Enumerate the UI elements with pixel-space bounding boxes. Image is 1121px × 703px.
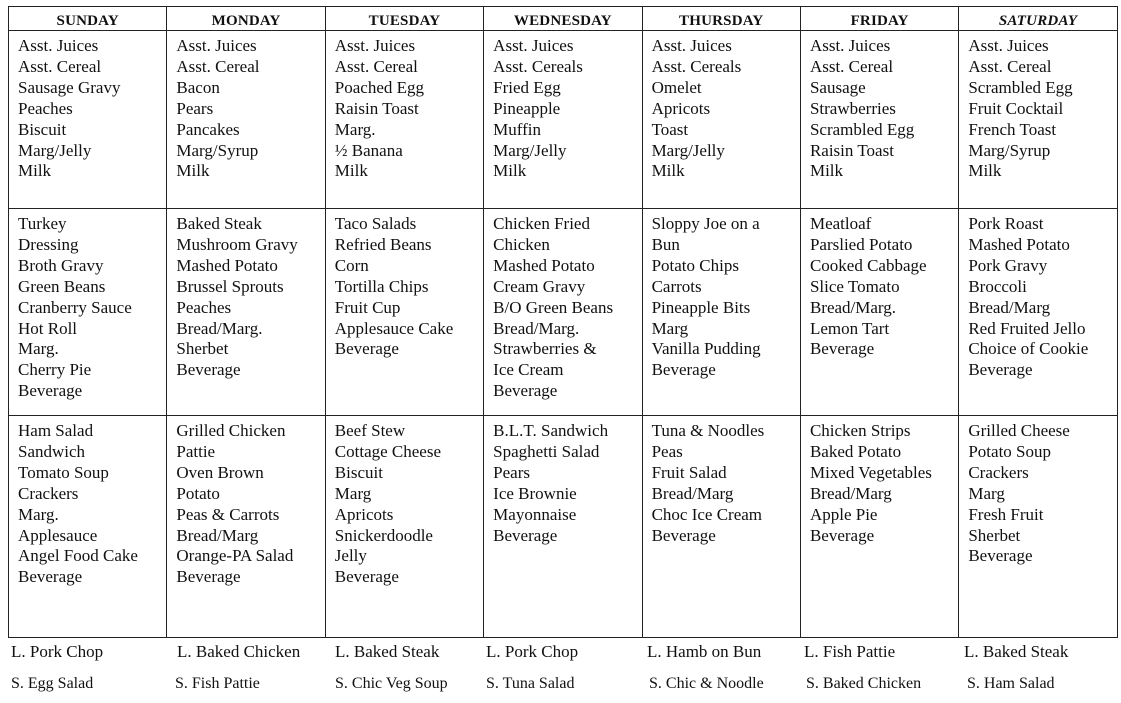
supper-cell-friday bbox=[800, 416, 958, 638]
menu-item: Snickerdoodle bbox=[334, 525, 433, 545]
menu-item: Milk bbox=[176, 161, 210, 181]
menu-item: Parslied Potato bbox=[809, 234, 913, 254]
supper-cell-thursday bbox=[642, 416, 800, 638]
menu-item: Peaches bbox=[176, 297, 232, 317]
large-alternate-wednesday: L. Pork Chop bbox=[486, 642, 579, 661]
menu-item: Asst. Juices bbox=[809, 36, 891, 55]
menu-item: Asst. Juices bbox=[334, 36, 416, 55]
menu-item: Asst. Cereal bbox=[968, 56, 1052, 76]
menu-item: Beef Stew bbox=[334, 421, 406, 440]
menu-item: Apricots bbox=[651, 98, 711, 118]
menu-item: Omelet bbox=[651, 77, 702, 97]
menu-item: Marg bbox=[651, 318, 689, 338]
menu-item: Bun bbox=[651, 234, 680, 254]
menu-item: Mashed Potato bbox=[176, 255, 278, 275]
breakfast-cell-saturday bbox=[959, 31, 1117, 209]
menu-item: Beverage bbox=[334, 567, 399, 587]
menu-item: Beverage bbox=[651, 525, 716, 545]
menu-item: Bread/Marg bbox=[809, 483, 892, 503]
menu-item: Beverage bbox=[334, 339, 399, 359]
menu-item: Beverage bbox=[176, 567, 241, 587]
small-alternate-monday: S. Fish Pattie bbox=[175, 675, 260, 692]
menu-item: Ice Cream bbox=[493, 360, 564, 380]
menu-item: Cranberry Sauce bbox=[18, 297, 132, 317]
menu-item: Crackers bbox=[968, 462, 1029, 482]
menu-item: Lemon Tart bbox=[809, 318, 890, 338]
menu-item: Pork Gravy bbox=[968, 255, 1048, 275]
menu-item: Asst. Juices bbox=[968, 36, 1049, 55]
breakfast-cell-monday bbox=[167, 31, 325, 209]
large-alternate-monday: L. Baked Chicken bbox=[177, 642, 301, 661]
large-alternate-saturday: L. Baked Steak bbox=[964, 642, 1069, 661]
menu-item: Bread/Marg bbox=[968, 297, 1051, 317]
menu-item: Potato Chips bbox=[651, 255, 739, 275]
menu-item: Beverage bbox=[809, 525, 875, 545]
menu-item: Bread/Marg. bbox=[809, 297, 897, 317]
large-alternate-tuesday: L. Baked Steak bbox=[335, 642, 440, 661]
menu-item: Potato Soup bbox=[968, 441, 1051, 461]
menu-item: Milk bbox=[809, 161, 844, 181]
menu-item: Fruit Cocktail bbox=[968, 98, 1064, 118]
menu-item: Spaghetti Salad bbox=[493, 441, 600, 461]
menu-item: Asst. Cereal bbox=[809, 56, 894, 76]
menu-item: Milk bbox=[493, 161, 527, 181]
menu-item: Raisin Toast bbox=[334, 98, 419, 118]
menu-item: Fresh Fruit bbox=[968, 504, 1044, 524]
dinner-cell-thursday bbox=[642, 209, 800, 416]
menu-item: Tortilla Chips bbox=[334, 276, 429, 296]
menu-item: Mixed Vegetables bbox=[809, 462, 932, 482]
menu-item: Hot Roll bbox=[18, 318, 78, 338]
menu-item: Sloppy Joe on a bbox=[651, 214, 760, 233]
breakfast-row bbox=[9, 31, 1118, 209]
breakfast-cell-sunday bbox=[9, 31, 167, 209]
small-alternates-row bbox=[8, 675, 1120, 697]
weekly-menu-table bbox=[8, 6, 1118, 638]
menu-item: Sandwich bbox=[18, 441, 86, 461]
menu-item: Marg. bbox=[18, 339, 59, 359]
menu-item: Fried Egg bbox=[493, 77, 561, 97]
menu-item: Carrots bbox=[651, 276, 702, 296]
menu-item: Bacon bbox=[176, 77, 220, 97]
menu-item: Asst. Cereal bbox=[334, 56, 418, 76]
menu-item: Mashed Potato bbox=[493, 255, 595, 275]
dinner-row bbox=[9, 209, 1118, 416]
menu-item: Bread/Marg. bbox=[176, 318, 263, 338]
menu-item: Asst. Juices bbox=[493, 36, 574, 55]
menu-item: Potato bbox=[176, 483, 220, 503]
menu-item: Peas bbox=[651, 441, 683, 461]
menu-item: Broth Gravy bbox=[18, 255, 104, 275]
menu-item: Cherry Pie bbox=[18, 360, 92, 380]
menu-item: Jelly bbox=[334, 546, 367, 566]
small-alternate-friday: S. Baked Chicken bbox=[806, 675, 922, 692]
menu-item: Scrambled Egg bbox=[809, 119, 915, 139]
menu-item: Marg/Jelly bbox=[493, 140, 567, 160]
menu-item: Poached Egg bbox=[334, 77, 425, 97]
menu-item: Marg/Syrup bbox=[176, 140, 259, 160]
menu-item: Corn bbox=[334, 255, 369, 275]
menu-item: Vanilla Pudding bbox=[651, 339, 761, 359]
menu-item: Peas & Carrots bbox=[176, 504, 280, 524]
menu-item: Biscuit bbox=[18, 119, 67, 139]
menu-item: Biscuit bbox=[334, 462, 383, 482]
menu-item: Pears bbox=[176, 98, 214, 118]
day-header-friday: FRIDAY bbox=[800, 7, 958, 31]
menu-item: Baked Potato bbox=[809, 441, 902, 461]
menu-item: Raisin Toast bbox=[809, 140, 894, 160]
menu-item: Pattie bbox=[176, 441, 216, 461]
menu-item: Strawberries bbox=[809, 98, 896, 118]
menu-item: Brussel Sprouts bbox=[176, 276, 284, 296]
day-header-saturday: SATURDAY bbox=[959, 7, 1117, 31]
menu-item: Milk bbox=[18, 161, 52, 181]
menu-item: Mushroom Gravy bbox=[176, 234, 298, 254]
menu-item: Baked Steak bbox=[176, 214, 262, 233]
menu-item: Beverage bbox=[968, 360, 1033, 380]
menu-item: Bread/Marg bbox=[651, 483, 734, 503]
supper-cell-tuesday bbox=[325, 416, 483, 638]
menu-item: ½ Banana bbox=[334, 140, 403, 160]
menu-item: Dressing bbox=[18, 234, 79, 254]
large-alternate-thursday: L. Hamb on Bun bbox=[647, 642, 762, 661]
menu-item: Slice Tomato bbox=[809, 276, 900, 296]
menu-item: Asst. Juices bbox=[176, 36, 257, 55]
menu-item: Asst. Cereals bbox=[651, 56, 742, 76]
menu-item: Marg bbox=[968, 483, 1005, 503]
menu-item: Asst. Cereals bbox=[493, 56, 583, 76]
menu-item: Fruit Cup bbox=[334, 297, 401, 317]
menu-item: Milk bbox=[968, 161, 1002, 181]
breakfast-cell-tuesday bbox=[325, 31, 483, 209]
menu-item: Crackers bbox=[18, 483, 79, 503]
menu-item: Strawberries & bbox=[493, 339, 597, 359]
day-header-tuesday: TUESDAY bbox=[325, 7, 483, 31]
menu-item: Scrambled Egg bbox=[968, 77, 1073, 97]
small-alternate-saturday: S. Ham Salad bbox=[967, 675, 1055, 692]
menu-item: Beverage bbox=[809, 339, 875, 359]
small-alternate-sunday: S. Egg Salad bbox=[11, 675, 94, 692]
menu-item: Sherbet bbox=[968, 525, 1021, 545]
dinner-cell-wednesday bbox=[484, 209, 642, 416]
day-header-row bbox=[9, 7, 1118, 31]
large-alternates-row bbox=[8, 642, 1120, 664]
menu-item: Pork Roast bbox=[968, 214, 1044, 233]
menu-item: Cooked Cabbage bbox=[809, 255, 927, 275]
menu-item: Toast bbox=[651, 119, 689, 139]
menu-item: Meatloaf bbox=[809, 214, 872, 233]
menu-item: Asst. Juices bbox=[651, 36, 732, 55]
menu-item: Marg/Jelly bbox=[18, 140, 92, 160]
menu-item: Oven Brown bbox=[176, 462, 264, 482]
menu-item: Pancakes bbox=[176, 119, 240, 139]
menu-item: Marg. bbox=[334, 119, 376, 139]
breakfast-cell-friday bbox=[800, 31, 958, 209]
menu-item: Broccoli bbox=[968, 276, 1027, 296]
menu-item: Refried Beans bbox=[334, 234, 432, 254]
menu-item: Grilled Chicken bbox=[176, 421, 286, 440]
menu-item: Orange-PA Salad bbox=[176, 546, 294, 566]
menu-item: Beverage bbox=[493, 381, 558, 401]
menu-item: Apricots bbox=[334, 504, 394, 524]
menu-item: Asst. Cereal bbox=[176, 56, 260, 76]
menu-item: Chicken bbox=[493, 234, 550, 254]
dinner-cell-monday bbox=[167, 209, 325, 416]
menu-item: Mayonnaise bbox=[493, 504, 577, 524]
menu-item: Chicken Fried bbox=[493, 214, 590, 233]
menu-item: Marg/Jelly bbox=[651, 140, 725, 160]
menu-item: Ham Salad bbox=[18, 421, 94, 440]
menu-item: Sausage bbox=[809, 77, 866, 97]
menu-item: Beverage bbox=[18, 381, 83, 401]
menu-item: Turkey bbox=[18, 214, 67, 233]
menu-item: Fruit Salad bbox=[651, 462, 727, 482]
menu-item: Ice Brownie bbox=[493, 483, 577, 503]
large-alternate-sunday: L. Pork Chop bbox=[11, 642, 104, 661]
breakfast-cell-thursday bbox=[642, 31, 800, 209]
menu-item: Choc Ice Cream bbox=[651, 504, 763, 524]
menu-item: Beverage bbox=[651, 360, 716, 380]
menu-item: Bread/Marg bbox=[176, 525, 259, 545]
menu-item: Marg bbox=[334, 483, 372, 503]
menu-item: Pineapple bbox=[493, 98, 561, 118]
menu-item: Milk bbox=[334, 161, 368, 181]
menu-item: Sausage Gravy bbox=[18, 77, 121, 97]
breakfast-cell-wednesday bbox=[484, 31, 642, 209]
dinner-cell-friday bbox=[800, 209, 958, 416]
menu-item: Beverage bbox=[968, 546, 1033, 566]
menu-item: Tuna & Noodles bbox=[651, 421, 765, 440]
dinner-cell-tuesday bbox=[325, 209, 483, 416]
menu-item: Chicken Strips bbox=[809, 421, 911, 440]
menu-item: Milk bbox=[651, 161, 685, 181]
menu-item: Mashed Potato bbox=[968, 234, 1070, 254]
day-header-sunday: SUNDAY bbox=[9, 7, 167, 31]
menu-item: Applesauce Cake bbox=[334, 318, 454, 338]
menu-item: Cream Gravy bbox=[493, 276, 586, 296]
menu-item: Applesauce bbox=[18, 525, 98, 545]
menu-item: Muffin bbox=[493, 119, 542, 139]
menu-item: Pineapple Bits bbox=[651, 297, 751, 317]
menu-item: Angel Food Cake bbox=[18, 546, 138, 566]
menu-item: Beverage bbox=[18, 567, 83, 587]
supper-cell-wednesday bbox=[484, 416, 642, 638]
day-header-monday: MONDAY bbox=[167, 7, 325, 31]
supper-row bbox=[9, 416, 1118, 638]
supper-cell-saturday bbox=[959, 416, 1117, 638]
dinner-cell-saturday bbox=[959, 209, 1117, 416]
menu-item: Peaches bbox=[18, 98, 73, 118]
menu-item: Green Beans bbox=[18, 276, 106, 296]
menu-item: Asst. Cereal bbox=[18, 56, 102, 76]
day-header-thursday: THURSDAY bbox=[642, 7, 800, 31]
menu-item: B.L.T. Sandwich bbox=[493, 421, 609, 440]
menu-item: Beverage bbox=[493, 525, 558, 545]
menu-item: Bread/Marg. bbox=[493, 318, 580, 338]
small-alternate-thursday: S. Chic & Noodle bbox=[649, 675, 764, 692]
menu-item: B/O Green Beans bbox=[493, 297, 614, 317]
supper-cell-sunday bbox=[9, 416, 167, 638]
menu-item: Taco Salads bbox=[334, 214, 417, 233]
menu-item: Sherbet bbox=[176, 339, 229, 359]
menu-item: Grilled Cheese bbox=[968, 421, 1070, 440]
supper-cell-monday bbox=[167, 416, 325, 638]
menu-item: French Toast bbox=[968, 119, 1057, 139]
small-alternate-wednesday: S. Tuna Salad bbox=[486, 675, 575, 692]
menu-item: Beverage bbox=[176, 360, 241, 380]
menu-item: Marg. bbox=[18, 504, 59, 524]
menu-item: Asst. Juices bbox=[18, 36, 99, 55]
menu-item: Apple Pie bbox=[809, 504, 878, 524]
large-alternate-friday: L. Fish Pattie bbox=[804, 642, 896, 661]
dinner-cell-sunday bbox=[9, 209, 167, 416]
small-alternate-tuesday: S. Chic Veg Soup bbox=[335, 675, 448, 692]
day-header-wednesday: WEDNESDAY bbox=[484, 7, 642, 31]
menu-item: Red Fruited Jello bbox=[968, 318, 1086, 338]
menu-item: Choice of Cookie bbox=[968, 339, 1089, 359]
menu-item: Marg/Syrup bbox=[968, 140, 1051, 160]
menu-item: Pears bbox=[493, 462, 530, 482]
menu-item: Cottage Cheese bbox=[334, 441, 441, 461]
menu-item: Tomato Soup bbox=[18, 462, 109, 482]
